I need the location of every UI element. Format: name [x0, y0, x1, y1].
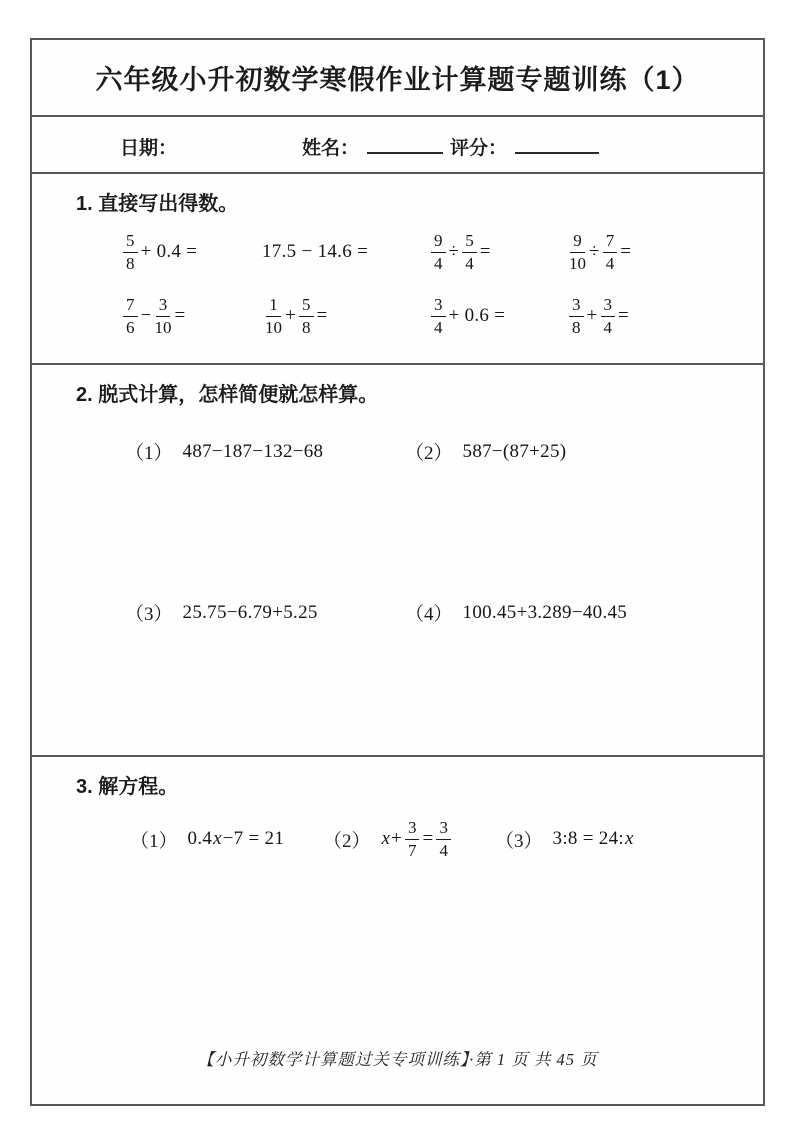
name-label: 姓名： [302, 138, 360, 159]
math-expression [463, 441, 567, 463]
math-text: = [422, 828, 434, 849]
section-2-problems [32, 438, 763, 626]
math-expression [183, 441, 324, 463]
fraction [431, 295, 446, 336]
name-field [302, 133, 443, 160]
math-text: ÷ [448, 241, 460, 262]
problem-number: （4） [405, 604, 453, 625]
math-problem [405, 599, 763, 626]
math-text: 3:8 = 24: [552, 828, 624, 849]
section-solve-equations [32, 757, 763, 1104]
math-expression [120, 231, 197, 272]
fraction [123, 231, 138, 272]
math-text: + [390, 828, 402, 849]
fraction [123, 295, 138, 336]
math-expression [262, 295, 328, 336]
fraction [405, 818, 420, 859]
math-text: ÷ [589, 241, 600, 262]
math-problem [566, 290, 763, 342]
math-text: −7 = 21 [222, 828, 285, 849]
problem-number: （3） [495, 830, 543, 852]
math-problem [130, 826, 323, 853]
fraction [603, 231, 618, 272]
fraction-numerator: 1 [266, 295, 281, 316]
fraction-numerator: 3 [569, 295, 584, 316]
fraction [299, 295, 314, 336]
fraction-numerator: 3 [156, 295, 171, 316]
math-text: = [620, 241, 632, 262]
math-problem [125, 438, 405, 465]
math-problem [125, 599, 405, 626]
fraction [462, 231, 477, 272]
fraction-denominator: 4 [434, 253, 443, 273]
math-expression [428, 295, 505, 336]
math-text: 17.5 − 14.6 = [262, 241, 369, 262]
score-label: 评分： [450, 138, 508, 159]
problem-number: （2） [405, 443, 453, 464]
math-text: = [479, 241, 491, 262]
fraction-denominator: 8 [302, 317, 311, 337]
math-text: + [285, 305, 297, 326]
fraction-numerator: 3 [436, 818, 451, 839]
fraction-numerator: 7 [123, 295, 138, 316]
section-1-problems [32, 226, 763, 342]
math-problem [428, 226, 566, 278]
math-variable: x [625, 828, 634, 849]
score-field [450, 133, 599, 160]
section-1-heading: 1. 直接写出得数。 [76, 193, 239, 215]
fraction-denominator: 4 [434, 317, 443, 337]
section-3-heading: 3. 解方程。 [76, 776, 179, 798]
math-text: 0.4 [187, 828, 213, 849]
math-problem [405, 438, 763, 465]
fraction-denominator: 8 [126, 253, 135, 273]
math-variable: x [213, 828, 222, 849]
score-blank-line[interactable] [515, 135, 599, 154]
math-problem [495, 826, 634, 853]
math-text: 100.45+3.289−40.45 [462, 601, 628, 623]
worksheet-sheet [30, 38, 765, 1106]
section-written-calculation [32, 365, 763, 757]
math-expression [120, 295, 186, 336]
section-2-heading: 2. 脱式计算，怎样简便就怎样算。 [76, 384, 379, 406]
fraction-numerator: 5 [299, 295, 314, 316]
fraction-denominator: 8 [572, 317, 581, 337]
math-problem [120, 290, 262, 342]
fraction-numerator: 9 [431, 231, 446, 252]
math-expression [183, 602, 318, 624]
fraction [601, 295, 616, 336]
section-direct-calculation [32, 174, 763, 365]
fraction-numerator: 3 [601, 295, 616, 316]
math-problem [566, 226, 763, 278]
math-variable: x [381, 828, 390, 849]
math-expression [566, 295, 629, 336]
fraction-numerator: 7 [603, 231, 618, 252]
page-title: 六年级小升初数学寒假作业计算题专题训练（1） [95, 65, 700, 95]
math-text: + 0.6 = [448, 305, 506, 326]
fraction-denominator: 4 [605, 253, 615, 273]
math-text: 487−187−132−68 [182, 440, 324, 462]
math-problem [262, 226, 428, 278]
math-problem [262, 290, 428, 342]
fraction [265, 295, 282, 336]
info-row [32, 117, 763, 174]
fraction-denominator: 6 [126, 317, 135, 337]
page-footer: 【小升初数学计算题过关专项训练】·第 1 页 共 45 页 [197, 1050, 598, 1069]
problem-number: （1） [125, 443, 173, 464]
math-problem [323, 818, 495, 859]
fraction [155, 295, 172, 336]
fraction-numerator: 3 [405, 818, 420, 839]
fraction-numerator: 5 [462, 231, 477, 252]
math-text: = [618, 305, 630, 326]
math-expression [463, 602, 628, 624]
fraction-denominator: 10 [154, 317, 172, 337]
math-problem [428, 290, 566, 342]
name-blank-line[interactable] [367, 135, 443, 154]
math-expression [188, 828, 285, 850]
title-row [32, 40, 763, 117]
math-text: + 0.4 = [140, 241, 198, 262]
math-expression [381, 818, 454, 859]
fraction-denominator: 7 [407, 840, 417, 860]
fraction-numerator: 3 [431, 295, 446, 316]
problem-number: （2） [323, 830, 371, 852]
math-text: 587−(87+25) [462, 440, 567, 462]
math-expression [566, 231, 631, 272]
math-expression [553, 828, 635, 850]
fraction-numerator: 5 [123, 231, 138, 252]
math-text: + [586, 305, 598, 326]
fraction [431, 231, 446, 272]
math-problem [120, 226, 262, 278]
fraction [436, 818, 451, 859]
math-text: 25.75−6.79+5.25 [182, 601, 318, 623]
fraction [569, 295, 584, 336]
math-text: − [140, 305, 152, 326]
date-label: 日期： [120, 138, 178, 159]
math-expression [428, 231, 491, 272]
math-text: = [316, 305, 328, 326]
fraction [569, 231, 586, 272]
fraction-numerator: 9 [570, 231, 585, 252]
fraction-denominator: 4 [465, 253, 474, 273]
math-expression [262, 241, 368, 263]
fraction-denominator: 10 [265, 317, 282, 337]
problem-number: （3） [125, 604, 173, 625]
math-text: = [174, 305, 186, 326]
fraction-denominator: 4 [603, 317, 613, 337]
section-3-problems [32, 807, 763, 871]
problem-number: （1） [130, 830, 178, 852]
fraction-denominator: 10 [569, 253, 586, 273]
fraction-denominator: 4 [439, 840, 448, 860]
